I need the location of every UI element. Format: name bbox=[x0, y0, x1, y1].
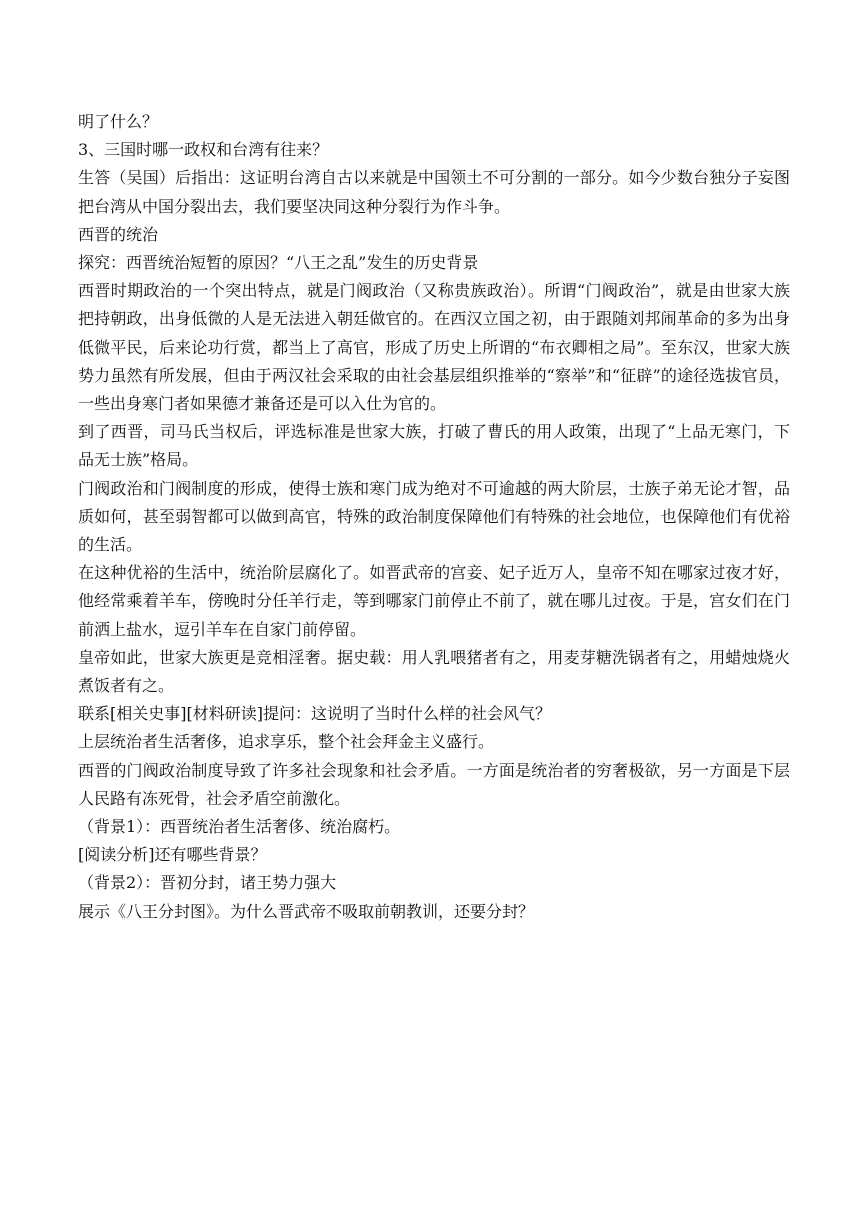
paragraph: 联系[相关史事][材料研读]提问：这说明了当时什么样的社会风气？ bbox=[78, 704, 551, 724]
document-body bbox=[78, 108, 790, 926]
paragraph: 明了什么？ bbox=[78, 112, 159, 131]
paragraph: 生答（吴国）后指出：这证明台湾自古以来就是中国领土不可分割的一部分。如今少数台独分子妄图把台湾从中国分裂出去，我们要坚决同这种分裂行为作斗争。 bbox=[78, 168, 790, 216]
paragraph: 皇帝如此，世家大族更是竞相淫奢。据史载：用人乳喂猪者有之，用麦芽糖洗锅者有之，用蜡烛烧火煮饭者有之。 bbox=[78, 647, 790, 696]
paragraph: 展示《八王分封图》。为什么晋武帝不吸取前朝教训，还要分封？ bbox=[78, 901, 535, 921]
paragraph: 探究：西晋统治短暂的原因？“八王之乱”发生的历史背景 bbox=[78, 253, 479, 273]
paragraph: 3、三国时哪一政权和台湾有往来？ bbox=[78, 140, 329, 160]
paragraph: 上层统治者生活奢侈，追求享乐，整个社会拜金主义盛行。 bbox=[78, 732, 495, 752]
paragraph: （背景1）：西晋统治者生活奢侈、统治腐朽。 bbox=[78, 817, 401, 837]
paragraph: 西晋的门阀政治制度导致了许多社会现象和社会矛盾。一方面是统治者的穷奢极欲，另一方面是下层人民路有冻死骨，社会矛盾空前激化。 bbox=[78, 760, 790, 808]
paragraph: [阅读分析]还有哪些背景？ bbox=[78, 845, 267, 865]
paragraph: （背景2）：晋初分封，诸王势力强大 bbox=[78, 873, 337, 893]
paragraph: 在这种优裕的生活中，统治阶层腐化了。如晋武帝的宫妾、妃子近万人，皇帝不知在哪家过夜才好，他经常乘着羊车，傍晚时分任羊行走，等到哪家门前停止不前了，就在哪儿过夜。于是，宫女们在门前洒上盐水，逗引羊车在自家门前停留。 bbox=[78, 563, 790, 639]
paragraph: 门阀政治和门阀制度的形成，使得士族和寒门成为绝对不可逾越的两大阶层，士族子弟无论才智，品质如何，甚至弱智都可以做到高官，特殊的政治制度保障他们有特殊的社会地位，也保障他们有优裕的生活。 bbox=[78, 478, 790, 555]
section-heading: 西晋的统治 bbox=[78, 224, 159, 244]
paragraph: 西晋时期政治的一个突出特点，就是门阀政治（又称贵族政治）。所谓“门阀政治”，就是由世家大族把持朝政，出身低微的人是无法进入朝廷做官的。在西汉立国之初，由于跟随刘邦闹革命的多为出身低微平民，后来论功行赏，都当上了高官，形成了历史上所谓的“布衣卿相之局”。至东汉，世家大族势力虽然有所发展，但由于两汉社会采取的由社会基层组织推举的“察举”和“征辟”的途径选拔官员，一些出身寒门者如果德才兼备还是可以入仕为官的。 bbox=[78, 281, 790, 414]
paragraph: 到了西晋，司马氏当权后，评选标准是世家大族，打破了曹氏的用人政策，出现了“上品无寒门，下品无士族”格局。 bbox=[78, 422, 790, 470]
